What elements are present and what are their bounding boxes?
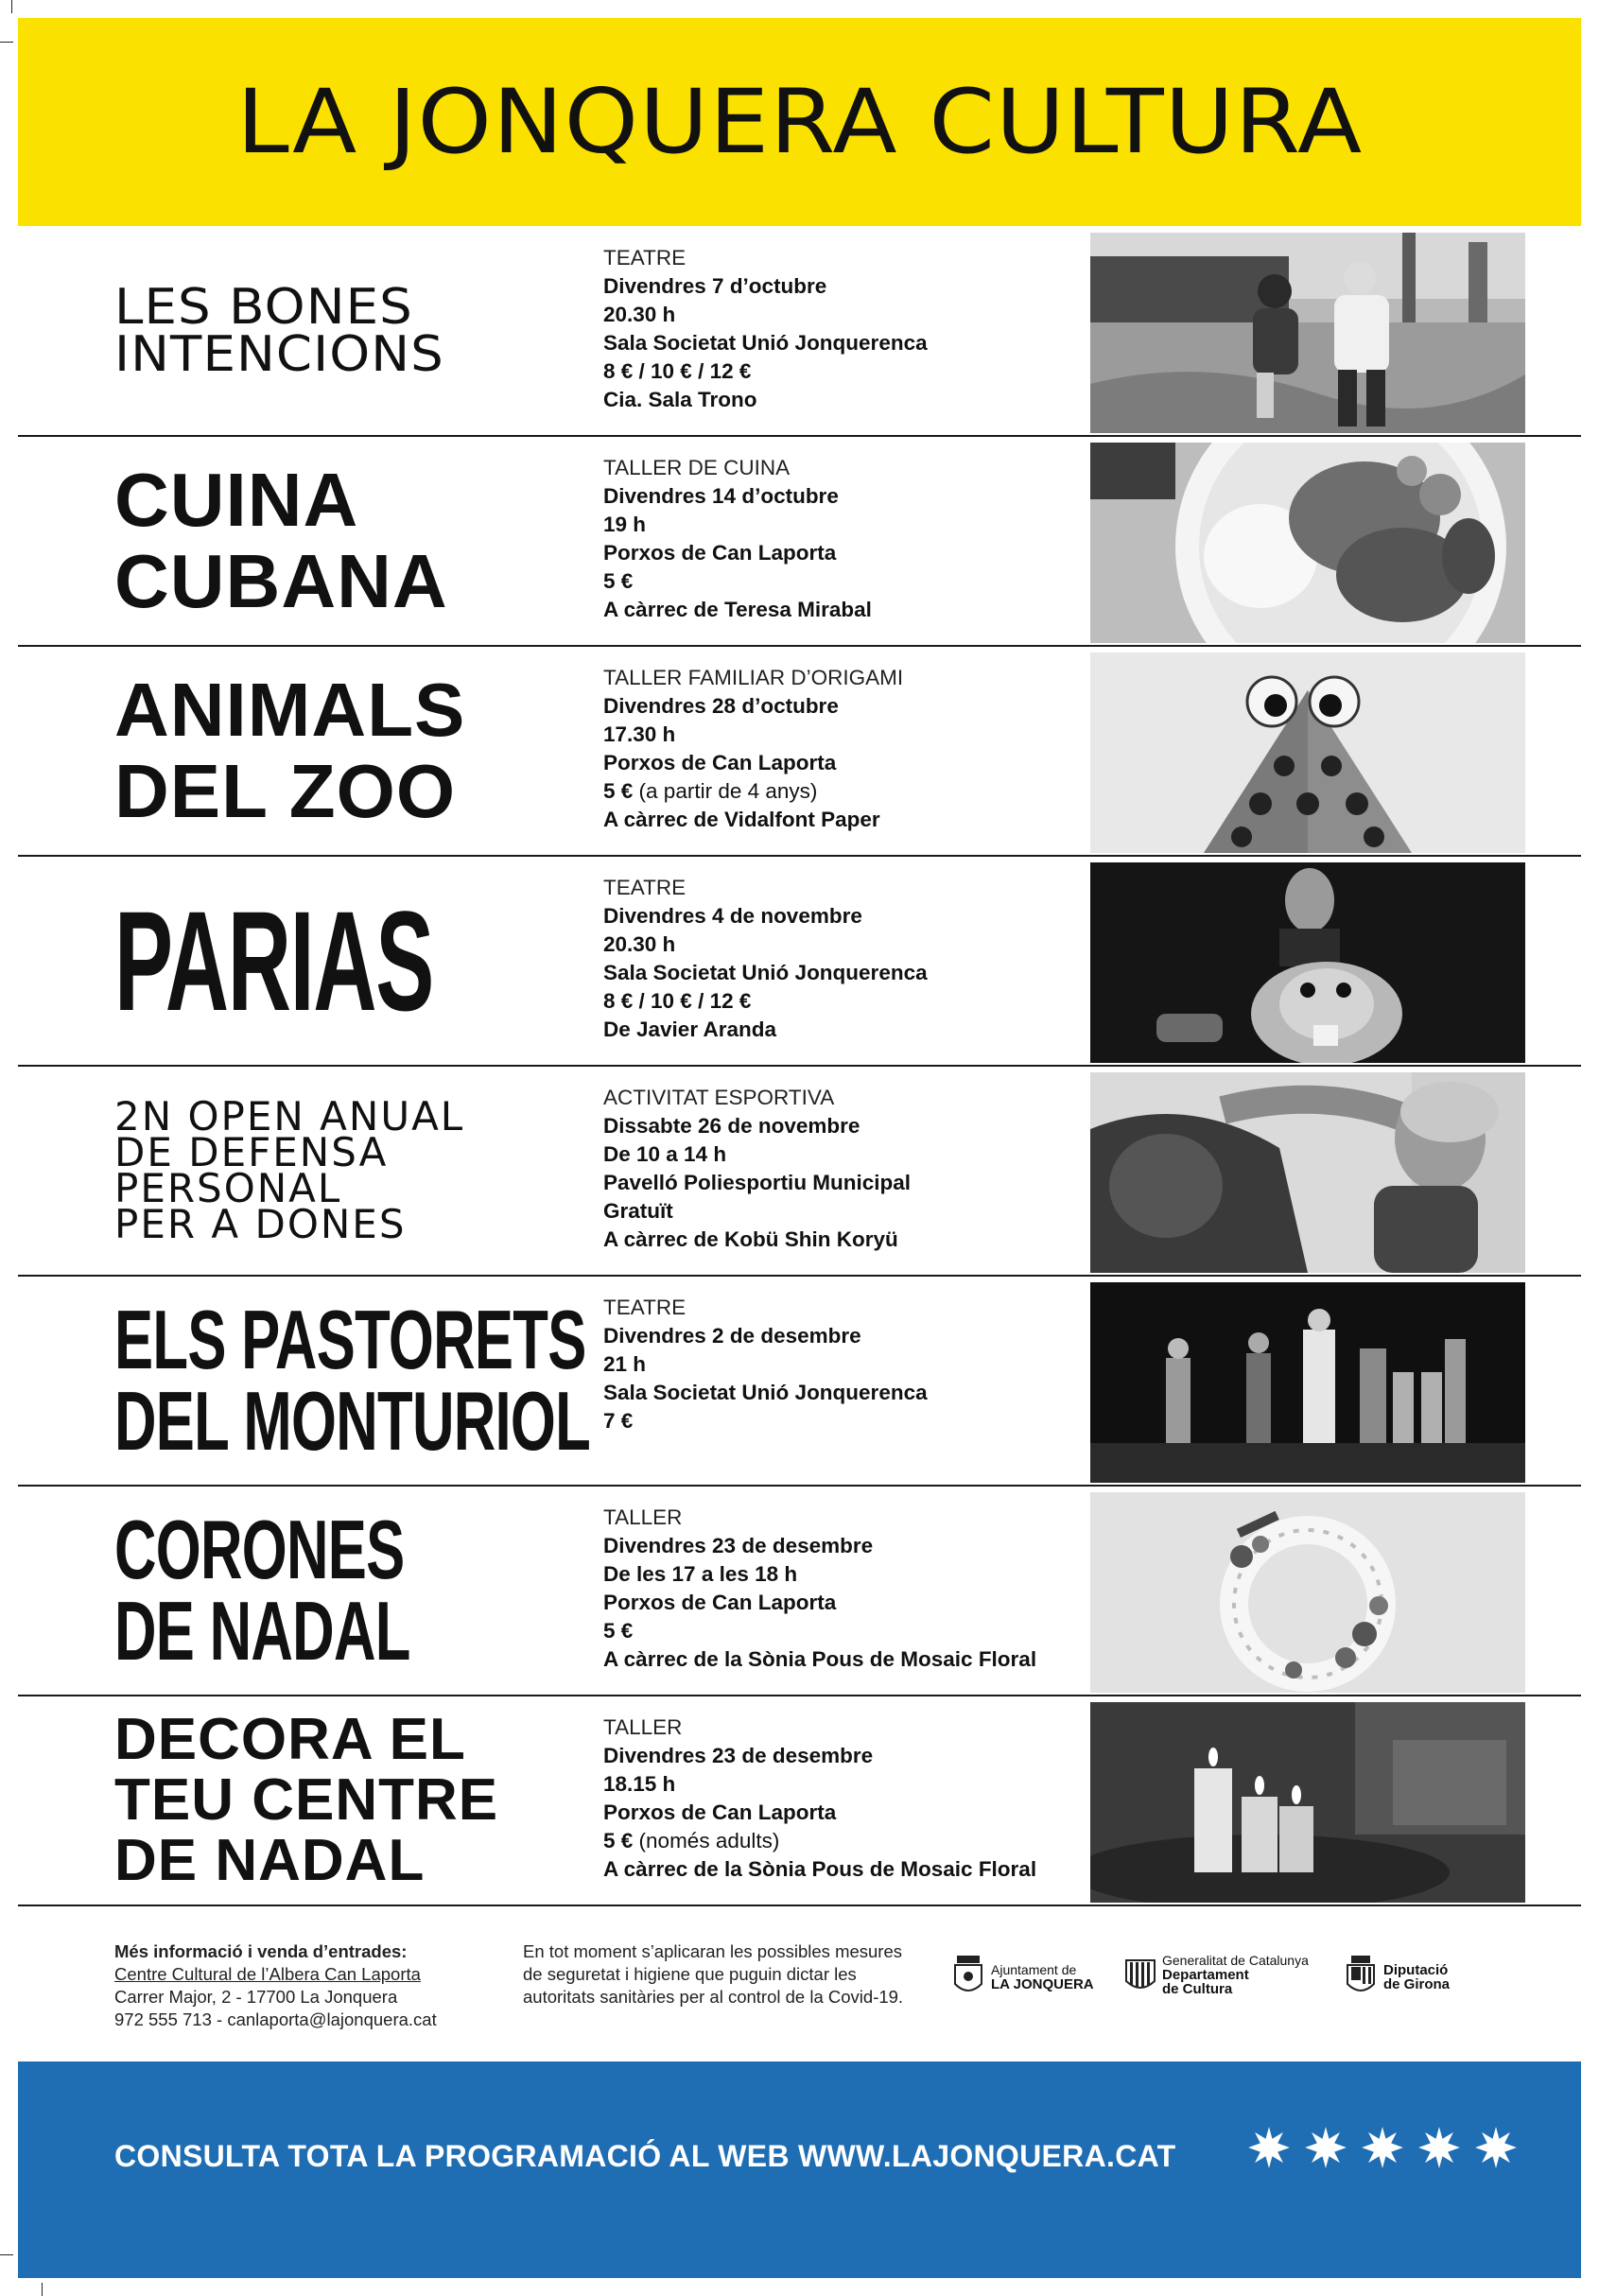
event-category: TALLER FAMILIAR D’ORIGAMI xyxy=(603,666,904,689)
event-title-line: 2N OPEN ANUAL xyxy=(114,1093,465,1139)
generalitat-line3: de Cultura xyxy=(1162,1981,1233,1997)
event-venue: Pavelló Poliesportiu Municipal xyxy=(603,1171,912,1194)
event-title xyxy=(114,1696,587,1905)
diputacio-line1: Diputació xyxy=(1383,1962,1449,1978)
event-photo-origami-ladybug xyxy=(1090,652,1525,853)
contact-address: Carrer Major, 2 - 17700 La Jonquera xyxy=(114,1987,398,2007)
event-title xyxy=(114,1277,591,1485)
event-organizer: A càrrec de la Sònia Pous de Mosaic Floral xyxy=(603,1647,1037,1671)
event-time: 17.30 h xyxy=(603,722,676,746)
event-row xyxy=(18,857,1581,1067)
event-category: TALLER xyxy=(603,1715,683,1739)
website-cta[interactable]: CONSULTA TOTA LA PROGRAMACIÓ AL WEB WWW.LAJONQUERA.CAT xyxy=(114,2139,1176,2173)
diputacio-crest-icon xyxy=(1344,1954,1378,2001)
diputacio-line2: de Girona xyxy=(1383,1976,1451,1992)
event-venue: Porxos de Can Laporta xyxy=(603,751,837,774)
venue-link[interactable]: Centre Cultural de l’Albera Can Laporta xyxy=(114,1964,421,1984)
event-title-line: PERSONAL xyxy=(114,1165,342,1211)
event-info xyxy=(603,454,1095,624)
event-row xyxy=(18,227,1581,437)
event-time: 18.15 h xyxy=(603,1772,676,1796)
star-icon xyxy=(1247,2126,1291,2169)
event-organizer: Cia. Sala Trono xyxy=(603,388,757,411)
crop-mark xyxy=(0,2254,13,2255)
event-price: 8 € / 10 € / 12 € xyxy=(603,359,752,383)
event-title-line: CUBANA xyxy=(114,539,448,623)
event-row xyxy=(18,1696,1581,1906)
event-date: Divendres 7 d’octubre xyxy=(603,274,827,298)
logo-generalitat xyxy=(1124,1954,1309,1996)
event-time: 21 h xyxy=(603,1352,647,1376)
event-price-value: 5 € xyxy=(603,1829,634,1852)
event-row xyxy=(18,1277,1581,1487)
event-info xyxy=(603,1504,1095,1674)
event-organizer: A càrrec de Kobü Shin Koryü xyxy=(603,1227,898,1251)
event-category: TEATRE xyxy=(603,1296,687,1319)
event-date: Divendres 14 d’octubre xyxy=(603,484,839,508)
star-icon xyxy=(1474,2126,1518,2169)
event-category: TEATRE xyxy=(603,876,687,899)
event-title-line: DE NADAL xyxy=(114,1584,410,1678)
generalitat-line1: Generalitat de Catalunya xyxy=(1162,1953,1309,1968)
event-date: Divendres 2 de desembre xyxy=(603,1324,861,1348)
contact-heading: Més informació i venda d’entrades: xyxy=(114,1941,408,1961)
generalitat-emblem-icon xyxy=(1124,1957,1156,1994)
event-info xyxy=(603,874,1095,1044)
event-row xyxy=(18,647,1581,857)
event-photo-theatre-couple xyxy=(1090,233,1525,433)
footer-info xyxy=(114,1940,1533,2044)
event-title-line: PER A DONES xyxy=(114,1201,407,1247)
event-row xyxy=(18,437,1581,647)
event-venue: Sala Societat Unió Jonquerenca xyxy=(603,961,928,984)
event-title-line: DECORA EL xyxy=(114,1707,466,1772)
ajuntament-line1: Ajuntament de xyxy=(991,1962,1077,1977)
event-list xyxy=(18,227,1581,1906)
crop-mark xyxy=(11,0,12,13)
event-title xyxy=(114,857,587,1065)
event-category: TALLER xyxy=(603,1505,683,1529)
event-title xyxy=(114,1487,587,1695)
event-info xyxy=(603,244,1095,414)
bottom-banner xyxy=(18,2061,1581,2278)
event-price xyxy=(603,777,1095,806)
event-venue: Porxos de Can Laporta xyxy=(603,541,837,565)
event-venue: Porxos de Can Laporta xyxy=(603,1591,837,1614)
event-price xyxy=(603,1827,1095,1855)
event-photo-christmas-wreath xyxy=(1090,1492,1525,1693)
star-icon xyxy=(1417,2126,1461,2169)
poster-title: LA JONQUERA CULTURA xyxy=(236,70,1363,174)
event-category: ACTIVITAT ESPORTIVA xyxy=(603,1086,835,1109)
event-organizer: A càrrec de Teresa Mirabal xyxy=(603,598,872,621)
event-price-note: (només adults) xyxy=(638,1829,780,1852)
ajuntament-crest-icon xyxy=(951,1954,985,2001)
event-title-line: DE NADAL xyxy=(114,1828,426,1893)
event-title-line: CORONES xyxy=(114,1503,405,1596)
event-price-note: (a partir de 4 anys) xyxy=(638,779,818,803)
event-date: Dissabte 26 de novembre xyxy=(603,1114,860,1138)
event-price: Gratuït xyxy=(603,1199,673,1223)
crop-mark xyxy=(42,2283,43,2296)
event-price: 7 € xyxy=(603,1409,634,1433)
generalitat-line2: Departament xyxy=(1162,1967,1249,1983)
event-time: De les 17 a les 18 h xyxy=(603,1562,798,1586)
event-title-line: TEU CENTRE xyxy=(114,1767,499,1833)
logo-diputacio xyxy=(1344,1954,1450,2001)
event-info xyxy=(603,1713,1095,1884)
event-price: 8 € / 10 € / 12 € xyxy=(603,989,752,1013)
poster-header xyxy=(18,18,1581,226)
contact-phone-email: 972 555 713 - canlaporta@lajonquera.cat xyxy=(114,2009,437,2029)
event-title-line: ANIMALS xyxy=(114,668,466,752)
event-venue: Sala Societat Unió Jonquerenca xyxy=(603,331,928,355)
event-time: 20.30 h xyxy=(603,932,676,956)
event-title-line: DEL MONTURIOL xyxy=(114,1374,591,1468)
event-organizer: De Javier Aranda xyxy=(603,1018,777,1041)
star-icon xyxy=(1304,2126,1347,2169)
event-info xyxy=(603,1084,1095,1254)
covid-notice: En tot moment s’aplicaran les possibles mesures de seguretat i higiene que puguin dictar les autoritats sanitàries per al control de la Covid-19. xyxy=(523,1941,904,2007)
event-photo-puppet-actor xyxy=(1090,862,1525,1063)
logo-ajuntament xyxy=(951,1954,1094,2001)
event-venue: Sala Societat Unió Jonquerenca xyxy=(603,1381,928,1404)
event-time: 19 h xyxy=(603,513,647,536)
event-title-line: PARIAS xyxy=(114,881,434,1040)
event-price: 5 € xyxy=(603,569,634,593)
event-row xyxy=(18,1067,1581,1277)
contact-block xyxy=(114,1940,437,2031)
event-photo-self-defense xyxy=(1090,1072,1525,1273)
event-info xyxy=(603,1294,1095,1435)
event-title-line: DE DEFENSA xyxy=(114,1129,389,1175)
event-title-line: DEL ZOO xyxy=(114,749,457,833)
event-photo-cuban-dish xyxy=(1090,443,1525,643)
event-row xyxy=(18,1487,1581,1696)
event-title-line: CUINA xyxy=(114,458,359,542)
event-title xyxy=(114,1067,587,1275)
event-price-value: 5 € xyxy=(603,779,634,803)
event-info xyxy=(603,664,1095,834)
event-venue: Porxos de Can Laporta xyxy=(603,1800,837,1824)
crop-mark xyxy=(0,42,13,43)
event-date: Divendres 23 de desembre xyxy=(603,1534,874,1557)
event-date: Divendres 4 de novembre xyxy=(603,904,862,928)
star-row xyxy=(1247,2126,1518,2169)
event-date: Divendres 23 de desembre xyxy=(603,1744,874,1767)
event-organizer: A càrrec de la Sònia Pous de Mosaic Floral xyxy=(603,1857,1037,1881)
event-title xyxy=(114,647,587,855)
event-time: De 10 a 14 h xyxy=(603,1142,727,1166)
event-time: 20.30 h xyxy=(603,303,676,326)
event-title-line: INTENCIONS xyxy=(114,326,444,383)
ajuntament-line2: LA JONQUERA xyxy=(991,1976,1094,1992)
event-photo-pastorets-stage xyxy=(1090,1282,1525,1483)
star-icon xyxy=(1361,2126,1404,2169)
event-date: Divendres 28 d’octubre xyxy=(603,694,839,718)
event-title xyxy=(114,437,587,645)
event-title-line: ELS PASTORETS xyxy=(114,1293,586,1386)
event-title xyxy=(114,227,587,435)
event-title-line: LES BONES xyxy=(114,279,413,336)
event-organizer: A càrrec de Vidalfont Paper xyxy=(603,808,880,831)
event-photo-candle-centerpiece xyxy=(1090,1702,1525,1903)
event-category: TEATRE xyxy=(603,246,687,270)
event-price: 5 € xyxy=(603,1619,634,1643)
event-category: TALLER DE CUINA xyxy=(603,456,791,479)
